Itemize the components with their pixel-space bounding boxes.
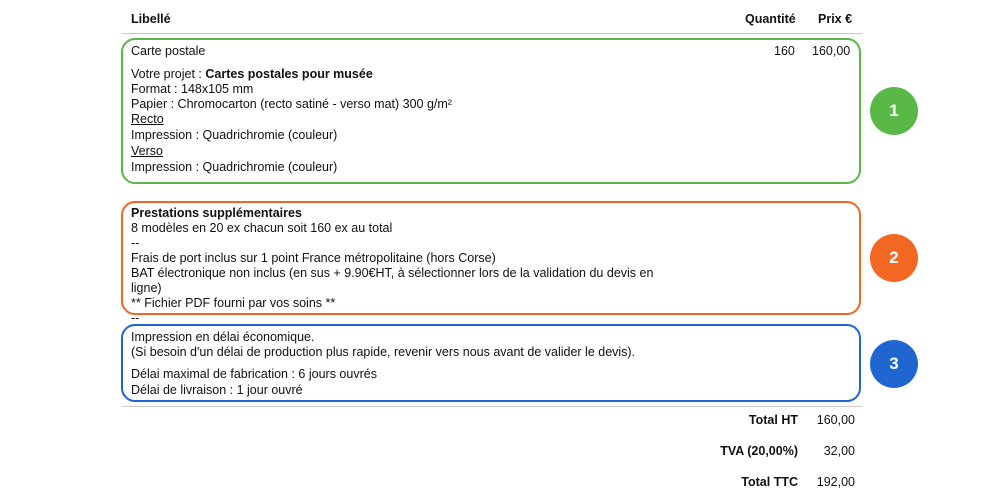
recto-heading: Recto bbox=[131, 112, 164, 126]
paper-line: Papier : Chromocarton (recto satiné - verso mat) 300 g/m² bbox=[131, 97, 452, 111]
badge-1: 1 bbox=[870, 87, 918, 135]
tva-label: TVA (20,00%) bbox=[720, 444, 798, 458]
badge-2: 2 bbox=[870, 234, 918, 282]
total-ht-label: Total HT bbox=[748, 413, 798, 427]
services-separator: -- bbox=[131, 236, 140, 250]
between-separator: -- bbox=[131, 311, 140, 325]
total-ht-value: 160,00 bbox=[816, 413, 855, 427]
bat-line-2: ligne) bbox=[131, 281, 162, 295]
format-line: Format : 148x105 mm bbox=[131, 82, 254, 96]
item-name: Carte postale bbox=[131, 44, 206, 58]
eco-note-line: (Si besoin d'un délai de production plus rapide, revenir vers nous avant de valider le devis). bbox=[131, 345, 636, 359]
item-price: 160,00 bbox=[812, 44, 851, 58]
project-value: Cartes postales pour musée bbox=[205, 67, 373, 81]
column-header-quantity: Quantité bbox=[745, 12, 796, 26]
verso-print-line: Impression : Quadrichromie (couleur) bbox=[131, 160, 338, 174]
delivery-line: Délai de livraison : 1 jour ouvré bbox=[131, 383, 303, 397]
column-header-price: Prix € bbox=[818, 12, 853, 26]
recto-print-line: Impression : Quadrichromie (couleur) bbox=[131, 128, 338, 142]
badge-3: 3 bbox=[870, 340, 918, 388]
total-ttc-value: 192,00 bbox=[816, 475, 855, 489]
tva-value: 32,00 bbox=[823, 444, 855, 458]
verso-heading: Verso bbox=[131, 144, 163, 158]
project-line bbox=[131, 67, 373, 82]
fabrication-line: Délai maximal de fabrication : 6 jours ouvrés bbox=[131, 367, 377, 381]
bat-line-1: BAT électronique non inclus (en sus + 9.90€HT, à sélectionner lors de la validation du devis en bbox=[131, 266, 654, 280]
item-quantity: 160 bbox=[774, 44, 795, 58]
total-ttc-label: Total TTC bbox=[741, 475, 798, 489]
services-title: Prestations supplémentaires bbox=[131, 206, 302, 220]
totals-divider bbox=[122, 406, 862, 407]
header-divider bbox=[122, 33, 862, 34]
models-line: 8 modèles en 20 ex chacun soit 160 ex au total bbox=[131, 221, 393, 235]
shipping-line: Frais de port inclus sur 1 point France métropolitaine (hors Corse) bbox=[131, 251, 496, 265]
project-label: Votre projet : bbox=[131, 67, 206, 81]
pdf-line: ** Fichier PDF fourni par vos soins ** bbox=[131, 296, 336, 310]
eco-line: Impression en délai économique. bbox=[131, 330, 315, 344]
column-header-label: Libellé bbox=[131, 12, 171, 26]
